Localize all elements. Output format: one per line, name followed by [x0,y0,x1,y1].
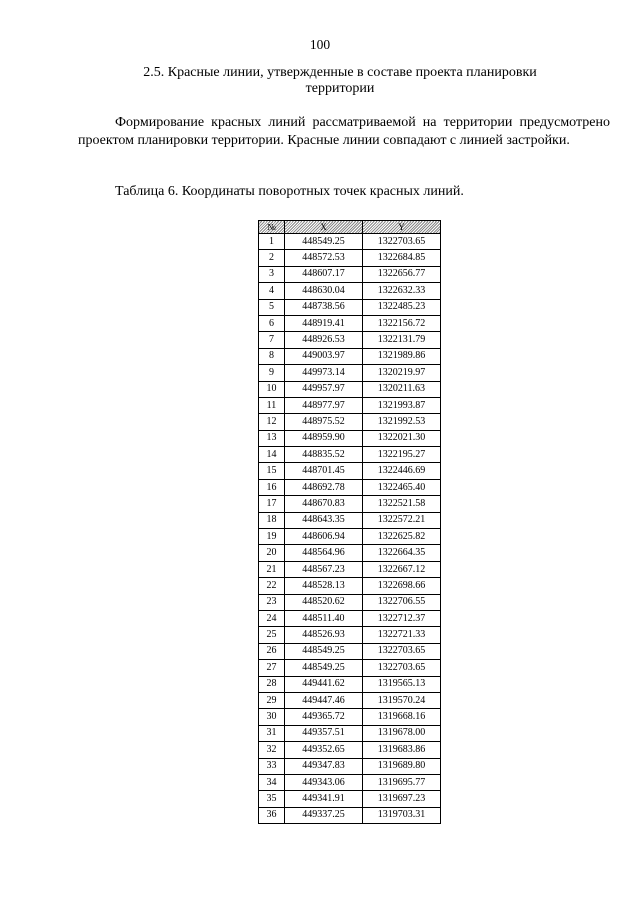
cell-number: 31 [259,725,285,741]
table-row [259,807,441,823]
cell-number: 15 [259,463,285,479]
section-title-line-2: территории [305,81,375,96]
cell-y: 1322703.65 [363,660,441,676]
table-row [259,692,441,708]
table-row [259,479,441,495]
cell-number: 6 [259,315,285,331]
cell-y: 1322703.65 [363,643,441,659]
table-row [259,610,441,626]
table-row [259,594,441,610]
header-x: X [285,221,363,234]
cell-number: 11 [259,397,285,413]
cell-x: 449973.14 [285,365,363,381]
cell-x: 449957.97 [285,381,363,397]
cell-y: 1319695.77 [363,774,441,790]
cell-number: 20 [259,545,285,561]
cell-y: 1320211.63 [363,381,441,397]
cell-x: 449352.65 [285,742,363,758]
cell-number: 25 [259,627,285,643]
table-row [259,283,441,299]
cell-x: 448564.96 [285,545,363,561]
cell-y: 1321993.87 [363,397,441,413]
cell-x: 448975.52 [285,414,363,430]
table-row [259,545,441,561]
table-caption: Таблица 6. Координаты поворотных точек красных линий. [115,184,464,199]
table-row [259,250,441,266]
table-row [259,725,441,741]
cell-number: 3 [259,266,285,282]
table-row [259,561,441,577]
cell-y: 1322485.23 [363,299,441,315]
cell-x: 448520.62 [285,594,363,610]
cell-x: 448606.94 [285,529,363,545]
table-row [259,758,441,774]
cell-x: 448959.90 [285,430,363,446]
table-row [259,332,441,348]
cell-y: 1322712.37 [363,610,441,626]
cell-number: 27 [259,660,285,676]
cell-x: 448572.53 [285,250,363,266]
cell-number: 10 [259,381,285,397]
cell-y: 1319668.16 [363,709,441,725]
page-number: 100 [309,37,331,52]
cell-x: 448977.97 [285,397,363,413]
table-row [259,463,441,479]
cell-x: 449347.83 [285,758,363,774]
cell-x: 448549.25 [285,643,363,659]
table-row [259,397,441,413]
table-row [259,676,441,692]
cell-x: 449447.46 [285,692,363,708]
cell-number: 28 [259,676,285,692]
table-row [259,627,441,643]
cell-x: 448567.23 [285,561,363,577]
cell-number: 21 [259,561,285,577]
cell-number: 8 [259,348,285,364]
cell-number: 9 [259,365,285,381]
cell-y: 1319689.80 [363,758,441,774]
table-body [259,234,441,824]
cell-y: 1322632.33 [363,283,441,299]
cell-y: 1322698.66 [363,578,441,594]
cell-x: 449343.06 [285,774,363,790]
table-row [259,299,441,315]
cell-y: 1321989.86 [363,348,441,364]
cell-y: 1322446.69 [363,463,441,479]
cell-x: 448701.45 [285,463,363,479]
cell-x: 448926.53 [285,332,363,348]
cell-x: 448511.40 [285,610,363,626]
cell-y: 1322465.40 [363,479,441,495]
cell-y: 1319678.00 [363,725,441,741]
cell-number: 1 [259,234,285,250]
cell-number: 34 [259,774,285,790]
cell-x: 449365.72 [285,709,363,725]
cell-y: 1322195.27 [363,447,441,463]
cell-y: 1322664.35 [363,545,441,561]
cell-number: 12 [259,414,285,430]
cell-number: 17 [259,496,285,512]
cell-number: 14 [259,447,285,463]
cell-number: 7 [259,332,285,348]
table-row [259,365,441,381]
cell-y: 1319565.13 [363,676,441,692]
cell-x: 449341.91 [285,791,363,807]
table-row [259,381,441,397]
table-row [259,791,441,807]
cell-y: 1322656.77 [363,266,441,282]
cell-number: 32 [259,742,285,758]
cell-number: 35 [259,791,285,807]
cell-y: 1321992.53 [363,414,441,430]
cell-number: 13 [259,430,285,446]
cell-number: 16 [259,479,285,495]
table-row [259,430,441,446]
cell-number: 19 [259,529,285,545]
table-row [259,660,441,676]
cell-number: 29 [259,692,285,708]
cell-number: 23 [259,594,285,610]
body-paragraph: Формирование красных линий рассматриваемой на территории предусмотрено проектом планировки территории. Красные линии совпадают с линией застройки. [78,115,610,148]
cell-y: 1322156.72 [363,315,441,331]
table-row [259,315,441,331]
cell-y: 1322667.12 [363,561,441,577]
table-row [259,348,441,364]
table-row [259,234,441,250]
cell-number: 36 [259,807,285,823]
cell-y: 1319570.24 [363,692,441,708]
cell-x: 448607.17 [285,266,363,282]
cell-y: 1322131.79 [363,332,441,348]
cell-x: 448526.93 [285,627,363,643]
cell-x: 448528.13 [285,578,363,594]
header-number: № [259,221,285,234]
cell-number: 26 [259,643,285,659]
cell-x: 448692.78 [285,479,363,495]
cell-x: 448643.35 [285,512,363,528]
cell-y: 1322706.55 [363,594,441,610]
cell-x: 448630.04 [285,283,363,299]
cell-y: 1322572.21 [363,512,441,528]
cell-y: 1320219.97 [363,365,441,381]
cell-number: 22 [259,578,285,594]
cell-number: 2 [259,250,285,266]
cell-number: 4 [259,283,285,299]
table-row [259,774,441,790]
section-title-line-1: 2.5. Красные линии, утвержденные в составе проекта планировки [143,65,537,80]
cell-x: 448670.83 [285,496,363,512]
cell-y: 1322521.58 [363,496,441,512]
cell-y: 1322625.82 [363,529,441,545]
cell-y: 1319703.31 [363,807,441,823]
table-row [259,266,441,282]
header-y: Y [363,221,441,234]
cell-number: 30 [259,709,285,725]
cell-number: 5 [259,299,285,315]
section-title [130,65,550,97]
cell-y: 1319697.23 [363,791,441,807]
cell-y: 1322703.65 [363,234,441,250]
cell-number: 18 [259,512,285,528]
cell-x: 448738.56 [285,299,363,315]
cell-x: 448835.52 [285,447,363,463]
table-row [259,447,441,463]
cell-y: 1322021.30 [363,430,441,446]
table-row [259,512,441,528]
cell-y: 1322684.85 [363,250,441,266]
table-row [259,742,441,758]
table-row [259,709,441,725]
table-row [259,529,441,545]
cell-y: 1322721.33 [363,627,441,643]
coordinates-table [258,220,441,824]
cell-x: 449357.51 [285,725,363,741]
cell-number: 33 [259,758,285,774]
cell-x: 448549.25 [285,234,363,250]
table-row [259,496,441,512]
cell-x: 449003.97 [285,348,363,364]
table-row [259,414,441,430]
cell-x: 449337.25 [285,807,363,823]
table-row [259,578,441,594]
cell-x: 449441.62 [285,676,363,692]
cell-number: 24 [259,610,285,626]
cell-x: 448549.25 [285,660,363,676]
cell-x: 448919.41 [285,315,363,331]
table-header-row [259,221,441,234]
table-row [259,643,441,659]
cell-y: 1319683.86 [363,742,441,758]
